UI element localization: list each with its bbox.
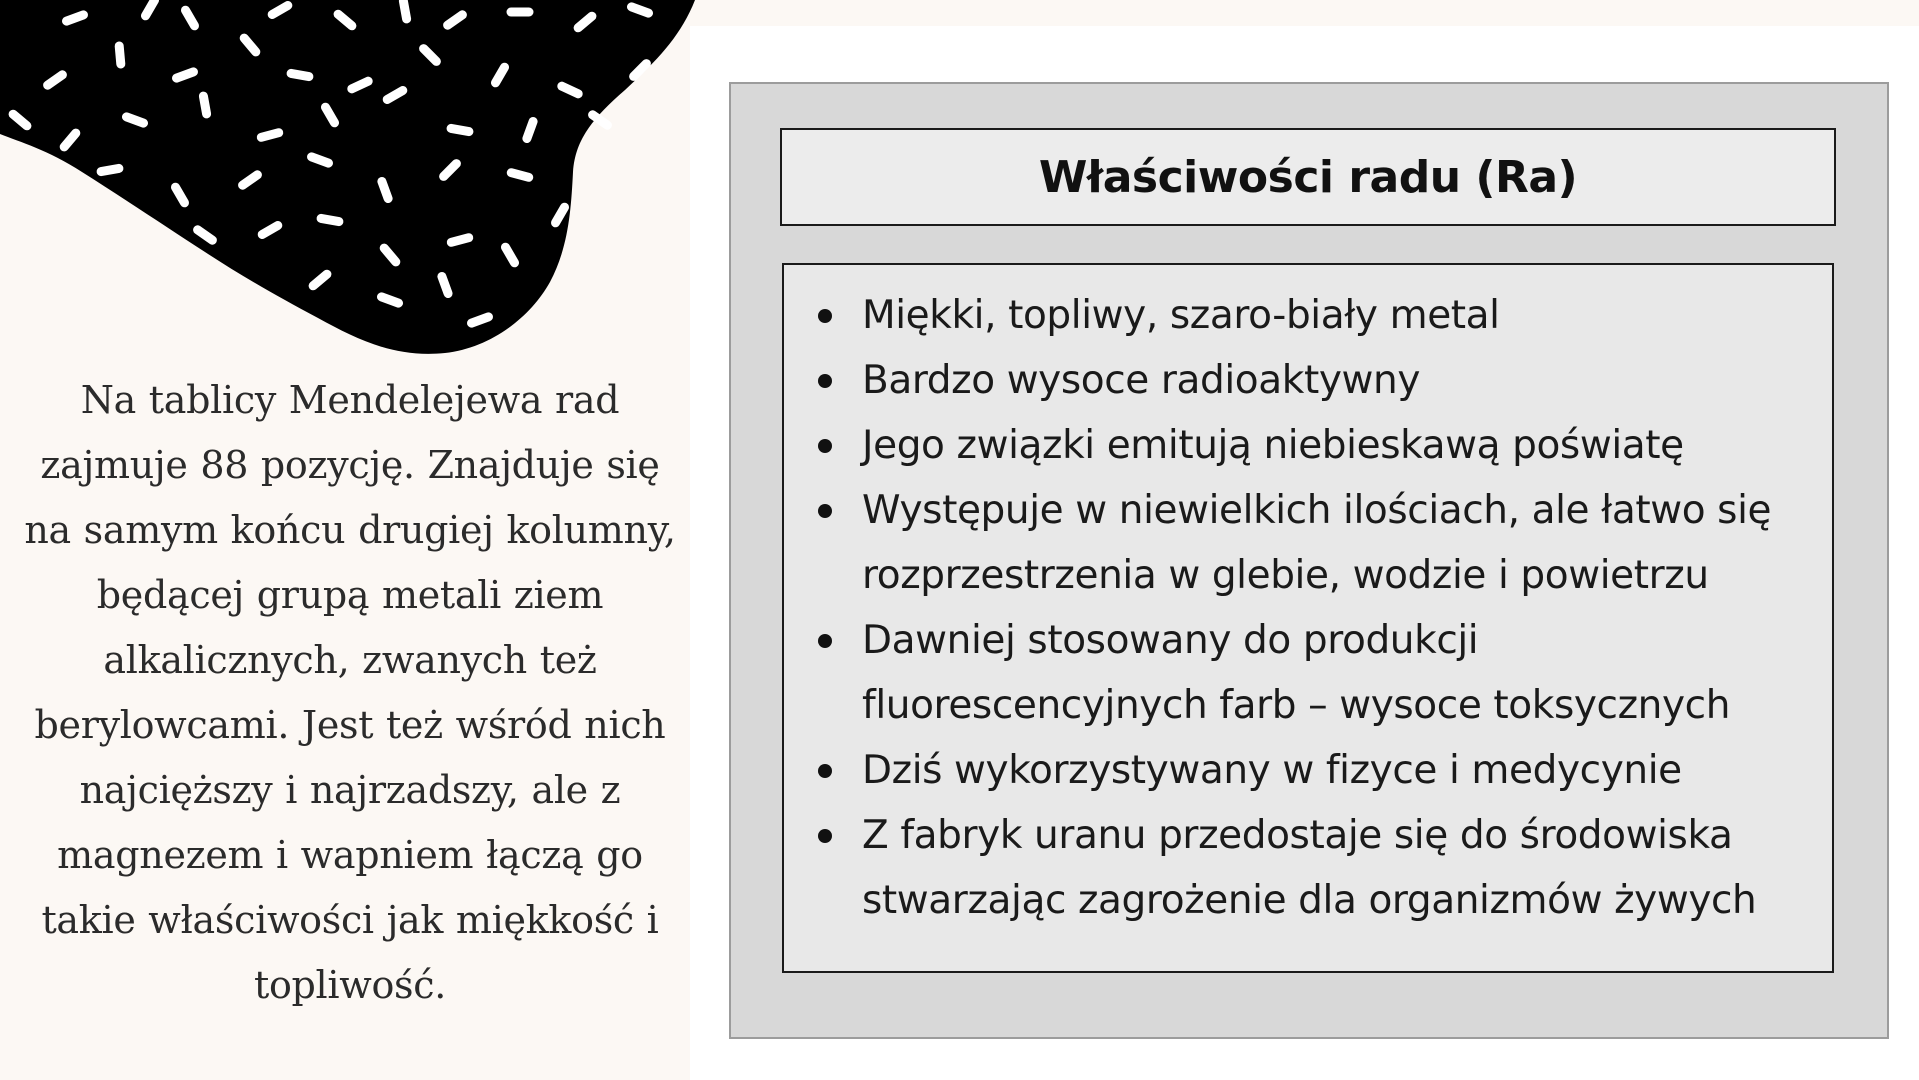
confetti-dash bbox=[632, 7, 649, 13]
confetti-dash bbox=[593, 115, 608, 125]
bullet-icon bbox=[818, 829, 832, 843]
property-text: Dawniej stosowany do produkcji fluorescencyjnych farb – wysoce toksycznych bbox=[862, 618, 1731, 728]
property-item bbox=[784, 348, 1812, 413]
confetti-dash bbox=[261, 133, 278, 138]
properties-card bbox=[729, 82, 1889, 1039]
confetti-dash bbox=[177, 72, 194, 78]
confetti-dash bbox=[291, 73, 309, 76]
confetti-dash bbox=[442, 277, 448, 294]
property-text: Bardzo wysoce radioaktywny bbox=[862, 358, 1421, 403]
confetti-dash bbox=[67, 15, 84, 21]
confetti-dash bbox=[127, 117, 144, 123]
confetti-dash bbox=[451, 128, 469, 131]
title-box bbox=[780, 128, 1836, 226]
confetti-dash bbox=[451, 238, 468, 243]
property-item bbox=[784, 608, 1812, 738]
property-text: Z fabryk uranu przedostaje się do środowiska stwarzając zagrożenie dla organizmów żywych bbox=[862, 813, 1757, 923]
property-item bbox=[784, 803, 1812, 933]
property-item bbox=[784, 738, 1812, 803]
confetti-dash bbox=[527, 122, 533, 139]
confetti-dash bbox=[312, 157, 329, 163]
confetti-dash bbox=[511, 173, 528, 178]
confetti-dash bbox=[382, 182, 388, 199]
confetti-dash bbox=[382, 297, 399, 303]
property-item bbox=[784, 413, 1812, 478]
property-item bbox=[784, 478, 1812, 608]
bullet-icon bbox=[818, 439, 832, 453]
confetti-dash bbox=[101, 168, 119, 171]
properties-list bbox=[784, 265, 1832, 933]
confetti-dash bbox=[321, 218, 339, 221]
intro-paragraph: Na tablicy Mendelejewa rad zajmuje 88 pozycję. Znajduje się na samym końcu drugiej kolumny, będącej grupą metali ziem alkalicznych, zwanych też berylowcami. Jest też wśród nich najcięższy i najrzadszy, ale z magnezem i wapniem łączą go takie właściwości jak miękkość i topliwość. bbox=[24, 378, 676, 1007]
confetti-dash bbox=[119, 46, 121, 64]
properties-list-box bbox=[782, 263, 1834, 973]
bullet-icon bbox=[818, 374, 832, 388]
top-strip bbox=[690, 0, 1919, 26]
property-text: Miękki, topliwy, szaro-biały metal bbox=[862, 293, 1500, 338]
property-text: Występuje w niewielkich ilościach, ale łatwo się rozprzestrzenia w glebie, wodzie i powietrzu bbox=[862, 488, 1772, 598]
property-text: Dziś wykorzystywany w fizyce i medycynie bbox=[862, 748, 1682, 793]
card-title: Właściwości radu (Ra) bbox=[1038, 151, 1578, 203]
bullet-icon bbox=[818, 504, 832, 518]
bullet-icon bbox=[818, 764, 832, 778]
property-item bbox=[784, 283, 1812, 348]
confetti-dash bbox=[203, 96, 206, 114]
confetti-dash bbox=[403, 1, 406, 19]
bullet-icon bbox=[818, 309, 832, 323]
blob-shape bbox=[0, 0, 695, 354]
bullet-icon bbox=[818, 634, 832, 648]
confetti-dash bbox=[472, 317, 489, 323]
property-text: Jego związki emitują niebieskawą poświatę bbox=[862, 423, 1684, 468]
decorative-blob bbox=[0, 0, 700, 360]
